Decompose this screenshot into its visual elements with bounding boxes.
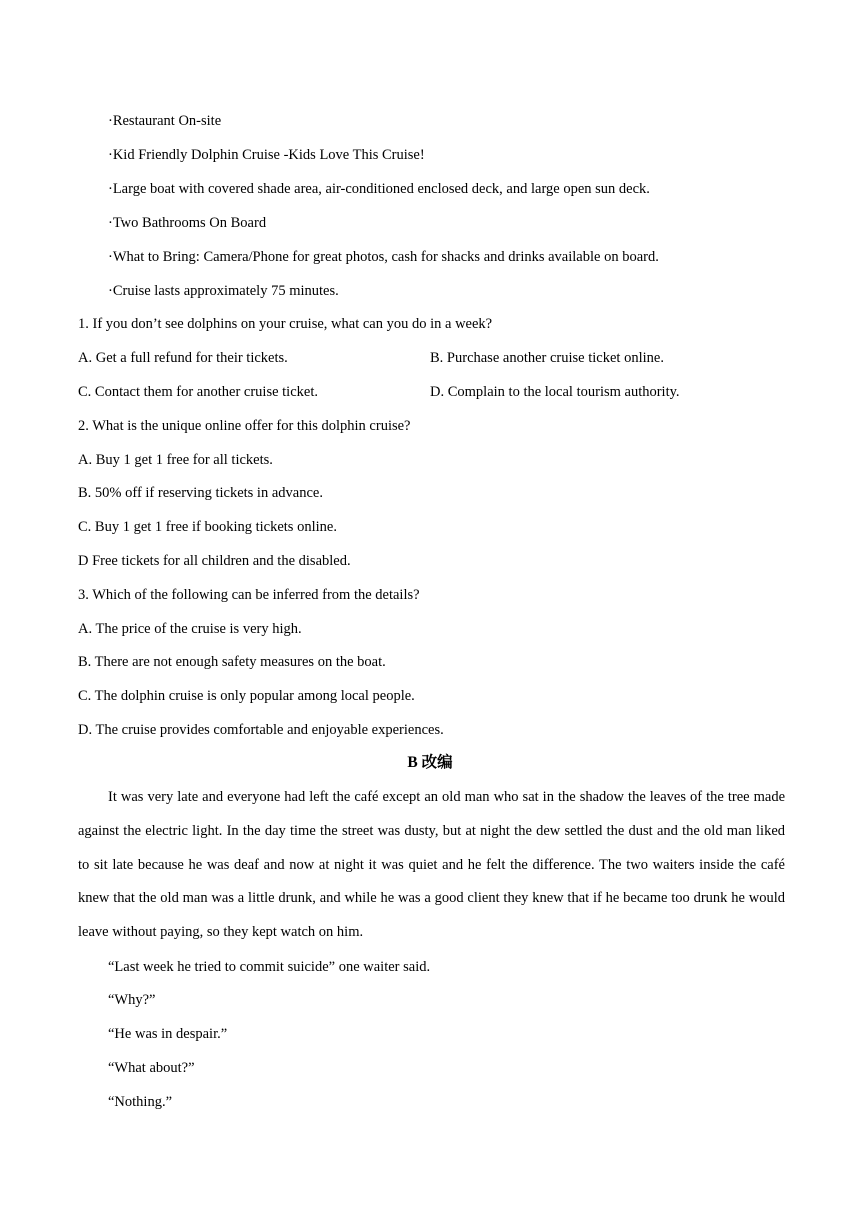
feature-item: ·What to Bring: Camera/Phone for great photos, cash for shacks and drinks available on board.: [108, 249, 659, 265]
dialogue-line: “Last week he tried to commit suicide” one waiter said.: [108, 959, 431, 975]
feature-item: ·Cruise lasts approximately 75 minutes.: [108, 283, 339, 299]
q3-option-c: C. The dolphin cruise is only popular among local people.: [78, 688, 415, 704]
dialogue-line: “What about?”: [108, 1060, 195, 1076]
question-1: 1. If you don’t see dolphins on your cruise, what can you do in a week?: [78, 316, 493, 332]
q1-option-c: C. Contact them for another cruise ticket.: [78, 384, 318, 400]
q1-option-b: B. Purchase another cruise ticket online.: [430, 350, 664, 366]
dialogue-line: “Nothing.”: [108, 1094, 173, 1110]
feature-item: ·Kid Friendly Dolphin Cruise -Kids Love This Cruise!: [108, 147, 425, 163]
q2-option-b: B. 50% off if reserving tickets in advance.: [78, 485, 323, 501]
q3-option-d: D. The cruise provides comfortable and enjoyable experiences.: [78, 722, 444, 738]
q3-option-a: A. The price of the cruise is very high.: [78, 621, 302, 637]
section-heading: B 改编: [407, 754, 453, 771]
q3-option-b: B. There are not enough safety measures on the boat.: [78, 654, 386, 670]
dialogue-line: “He was in despair.”: [108, 1026, 228, 1042]
feature-item: ·Large boat with covered shade area, air-conditioned enclosed deck, and large open sun deck.: [108, 181, 650, 197]
q1-option-a: A. Get a full refund for their tickets.: [78, 350, 288, 366]
question-2: 2. What is the unique online offer for this dolphin cruise?: [78, 418, 411, 434]
q2-option-c: C. Buy 1 get 1 free if booking tickets online.: [78, 519, 337, 535]
q1-option-d: D. Complain to the local tourism authority.: [430, 384, 680, 400]
feature-item: ·Two Bathrooms On Board: [108, 215, 267, 231]
q2-option-a: A. Buy 1 get 1 free for all tickets.: [78, 452, 273, 468]
q2-option-d: D Free tickets for all children and the disabled.: [78, 553, 351, 569]
feature-item: ·Restaurant On-site: [108, 113, 222, 129]
question-3: 3. Which of the following can be inferred from the details?: [78, 587, 420, 603]
dialogue-line: “Why?”: [108, 992, 156, 1008]
passage-paragraph: It was very late and everyone had left the café except an old man who sat in the shadow the leaves of the tree made against the electric light. In the day time the street was dusty, but at night the dew settled the dust and the old man liked to sit late because he was deaf and now at night it was quiet and he felt the difference. The two waiters inside the café knew that the old man was a little drunk, and while he was a good client they knew that if he became too drunk he would leave without paying, so they kept watch on him.: [78, 789, 785, 940]
